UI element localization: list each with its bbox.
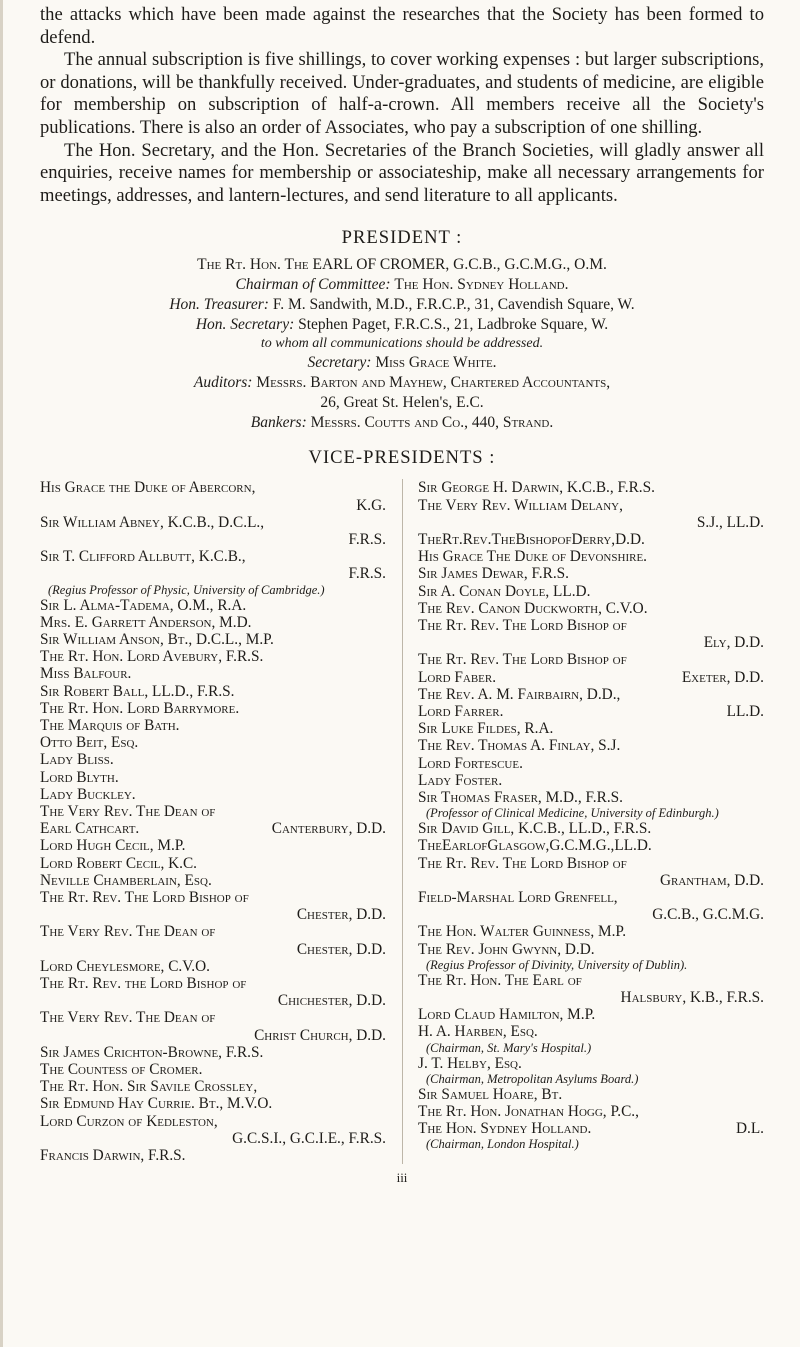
vice-president-entry: Sir Edmund Hay Currie. Bt., M.V.O. — [40, 1095, 273, 1113]
page-number: iii — [396, 1170, 408, 1186]
vice-president-entry: Sir T. Clifford Allbutt, K.C.B., — [40, 548, 246, 566]
officers-block — [40, 255, 764, 433]
vice-president-entry: The Rt. Rev. The Lord Bishop of — [418, 854, 627, 872]
vice-president-entry: Miss Balfour. — [40, 665, 132, 683]
entry-continuation: Grantham, D.D. — [659, 871, 764, 889]
asst-secretary-name: Miss Grace White. — [375, 354, 497, 372]
vice-president-entry: Sir William Abney, K.C.B., D.C.L., — [40, 513, 265, 531]
vice-president-entry: Sir L. Alma-Tadema, O.M., R.A. — [40, 596, 247, 614]
intro-section — [40, 0, 764, 207]
page-edge-shadow — [0, 0, 3, 1347]
vice-president-entry: Lord Cheylesmore, C.V.O. — [40, 957, 210, 975]
vice-president-entry: Lord Claud Hamilton, M.P. — [418, 1006, 596, 1024]
auditors-address: 26, Great St. Helen's, E.C. — [320, 394, 484, 412]
entry-continuation: S.J., LL.D. — [696, 513, 764, 531]
chairman-label: Chairman of Committee: — [235, 276, 391, 294]
vice-president-entry: The Rt. Rev. The Lord Bishop of — [418, 616, 627, 634]
vice-president-entry: TheEarlofGlasgow,G.C.M.G.,LL.D. — [418, 837, 652, 855]
auditors-name: Messrs. Barton and Mayhew, Chartered Accountants, — [256, 374, 611, 392]
entry-continuation: Halsbury, K.B., F.R.S. — [620, 989, 764, 1007]
treasurer-name: F. M. Sandwith, M.D., F.R.C.P., 31, Cavendish Square, W. — [272, 296, 635, 314]
vice-president-entry: Lord Curzon of Kedleston, — [40, 1112, 218, 1130]
entry-continuation: Christ Church, D.D. — [254, 1026, 386, 1044]
vice-president-entry: Francis Darwin, F.R.S. — [40, 1147, 186, 1165]
treasurer-line — [40, 295, 764, 315]
vice-president-entry: The Rt. Hon. Lord Avebury, F.R.S. — [40, 648, 264, 666]
chairman-name: The Hon. Sydney Holland. — [394, 276, 569, 294]
vice-president-entry — [418, 669, 764, 686]
vice-president-entry: His Grace the Duke of Abercorn, — [40, 479, 256, 497]
entry-continuation: Exeter, D.D. — [681, 668, 764, 686]
vice-president-entry: The Rt. Hon. Jonathan Hogg, P.C., — [418, 1103, 639, 1121]
vice-president-entry: Sir Robert Ball, LL.D., F.R.S. — [40, 682, 235, 700]
vice-president-entry: The Hon. Walter Guinness, M.P. — [418, 923, 627, 941]
vice-president-entry: The Very Rev. The Dean of — [40, 803, 216, 820]
entry-continuation: G.C.S.I., G.C.I.E., F.R.S. — [232, 1129, 386, 1147]
vice-president-entry: Lady Bliss. — [40, 751, 114, 769]
vice-president-entry: The Rev. John Gwynn, D.D. — [418, 940, 595, 958]
entry-note: (Chairman, London Hospital.) — [426, 1137, 579, 1152]
intro-paragraph-3: The Hon. Secretary, and the Hon. Secretaries of the Branch Societies, will gladly answer all enquiries, receive names for membership or associateship, make all necessary arrangements for meetings, addresses, and lantern-lectures, and send literature to all applicants. — [40, 139, 764, 206]
vice-president-entry: The Rt. Hon. The Earl of — [418, 971, 582, 989]
vice-president-entry: Field-Marshal Lord Grenfell, — [418, 889, 618, 907]
president-name: The Rt. Hon. The EARL OF CROMER, G.C.B., G.C.M.G., O.M. — [197, 256, 607, 274]
entry-continuation: Ely, D.D. — [703, 634, 764, 652]
asst-secretary-label: Secretary: — [307, 354, 372, 372]
vice-president-entry: Lady Foster. — [418, 771, 503, 789]
document-page — [40, 0, 764, 1186]
entry-continuation: Canterbury, D.D. — [271, 820, 386, 838]
entry-continuation: LL.D. — [726, 702, 764, 720]
entry-name: Earl Cathcart. — [40, 820, 140, 838]
entry-continuation: F.R.S. — [348, 565, 386, 583]
vice-president-entry: Lord Blyth. — [40, 768, 119, 786]
vice-president-entry: Lord Hugh Cecil, M.P. — [40, 837, 186, 855]
vice-president-entry: The Rt. Hon. Sir Savile Crossley, — [40, 1078, 258, 1096]
vice-president-entry: The Rev. A. M. Fairbairn, D.D., — [418, 685, 621, 703]
vice-president-entry: Sir Samuel Hoare, Bt. — [418, 1085, 563, 1103]
entry-continuation: Chester, D.D. — [296, 906, 386, 924]
chairman-line — [40, 275, 764, 295]
entry-continuation: K.G. — [356, 496, 386, 514]
vice-president-entry: The Rt. Rev. The Lord Bishop of — [418, 651, 627, 669]
vice-president-entry — [418, 703, 764, 720]
vice-president-entry: Neville Chamberlain, Esq. — [40, 871, 212, 889]
secretary-note: to whom all communications should be addressed. — [260, 336, 544, 352]
entry-note: (Professor of Clinical Medicine, University of Edinburgh.) — [426, 806, 719, 821]
vice-president-entry: J. T. Helby, Esq. — [418, 1054, 522, 1072]
vice-president-entry: The Rt. Rev. the Lord Bishop of — [40, 975, 247, 993]
vice-president-entry: The Countess of Cromer. — [40, 1061, 203, 1079]
vice-president-entry: Sir William Anson, Bt., D.C.L., M.P. — [40, 630, 274, 648]
asst-secretary-line — [40, 353, 764, 373]
intro-paragraph-2: The annual subscription is five shillings, to cover working expenses : but larger subscriptions, or donations, will be thankfully received. Under-graduates, and students of medicine, are eligible for membership on subscription of half-a-crown. All members receive all the Society's publications. There is also an order of Associates, who pay a subscription of one shilling. — [40, 49, 764, 138]
secretary-line — [40, 315, 764, 335]
entry-continuation: G.C.B., G.C.M.G. — [652, 906, 764, 924]
vice-president-entry: TheRt.Rev.TheBishopofDerry,D.D. — [418, 530, 645, 548]
vice-president-entry: The Very Rev. The Dean of — [40, 1009, 216, 1027]
entry-continuation: Chichester, D.D. — [277, 992, 386, 1010]
vice-president-entry: The Rev. Canon Duckworth, C.V.O. — [418, 599, 648, 617]
treasurer-label: Hon. Treasurer: — [169, 296, 269, 314]
auditors-line — [40, 373, 764, 393]
bankers-name: Messrs. Coutts and Co., 440, Strand. — [310, 414, 554, 432]
vice-president-entry: The Rev. Thomas A. Finlay, S.J. — [418, 737, 621, 755]
vice-president-entry: Sir George H. Darwin, K.C.B., F.R.S. — [418, 479, 655, 497]
auditors-label: Auditors: — [193, 374, 253, 392]
secretary-label: Hon. Secretary: — [195, 316, 295, 334]
vice-presidents-columns — [40, 479, 764, 1164]
vice-president-entry: Sir James Dewar, F.R.S. — [418, 565, 569, 583]
entry-continuation: Chester, D.D. — [296, 940, 386, 958]
vice-president-entry: His Grace The Duke of Devonshire. — [418, 548, 647, 566]
bankers-line — [40, 413, 764, 433]
entry-note: (Chairman, Metropolitan Asylums Board.) — [426, 1071, 639, 1086]
vice-president-entry: The Marquis of Bath. — [40, 716, 180, 734]
vice-president-entry: The Very Rev. William Delany, — [418, 496, 623, 514]
bankers-label: Bankers: — [250, 414, 307, 432]
column-divider — [402, 479, 403, 1164]
vice-president-entry: The Very Rev. The Dean of — [40, 923, 216, 941]
vice-president-entry: Sir Thomas Fraser, M.D., F.R.S. — [418, 789, 623, 806]
vice-president-entry: Lord Robert Cecil, K.C. — [40, 854, 198, 872]
vice-president-entry: H. A. Harben, Esq. — [418, 1023, 538, 1041]
entry-note: (Regius Professor of Divinity, University of Dublin). — [426, 957, 688, 972]
vice-president-entry: Mrs. E. Garrett Anderson, M.D. — [40, 613, 252, 631]
vice-president-entry: Lady Buckley. — [40, 785, 136, 803]
vice-president-entry: The Rt. Rev. The Lord Bishop of — [40, 889, 249, 907]
president-heading: PRESIDENT : — [341, 227, 463, 249]
entry-continuation: D.L. — [735, 1120, 764, 1138]
vice-president-entry: Otto Beit, Esq. — [40, 734, 139, 752]
vice-president-entry: The Rt. Hon. Lord Barrymore. — [40, 699, 240, 717]
vice-president-entry: Sir James Crichton-Browne, F.R.S. — [40, 1043, 264, 1061]
vice-president-entry: Sir Luke Fildes, R.A. — [418, 720, 554, 738]
vice-president-entry: Sir A. Conan Doyle, LL.D. — [418, 582, 591, 600]
vice-president-entry: Lord Fortescue. — [418, 754, 523, 772]
vice-president-entry — [418, 1120, 764, 1137]
vice-presidents-right-column — [418, 479, 764, 1164]
vice-president-entry — [40, 820, 386, 837]
intro-paragraph-1: the attacks which have been made against the researches that the Society has been formed to defend. — [40, 4, 764, 48]
secretary-name: Stephen Paget, F.R.C.S., 21, Ladbroke Square, W. — [298, 316, 609, 334]
entry-name: The Hon. Sydney Holland. — [418, 1120, 592, 1138]
entry-name: Lord Farrer. — [418, 702, 504, 720]
entry-note: (Chairman, St. Mary's Hospital.) — [426, 1040, 592, 1055]
vice-presidents-left-column — [40, 479, 386, 1164]
entry-name: Lord Faber. — [418, 668, 497, 686]
vice-presidents-heading: VICE-PRESIDENTS : — [308, 447, 496, 469]
entry-note: (Regius Professor of Physic, University of Cambridge.) — [48, 582, 325, 597]
entry-continuation: F.R.S. — [348, 530, 386, 548]
vice-president-entry: Sir David Gill, K.C.B., LL.D., F.R.S. — [418, 820, 652, 838]
